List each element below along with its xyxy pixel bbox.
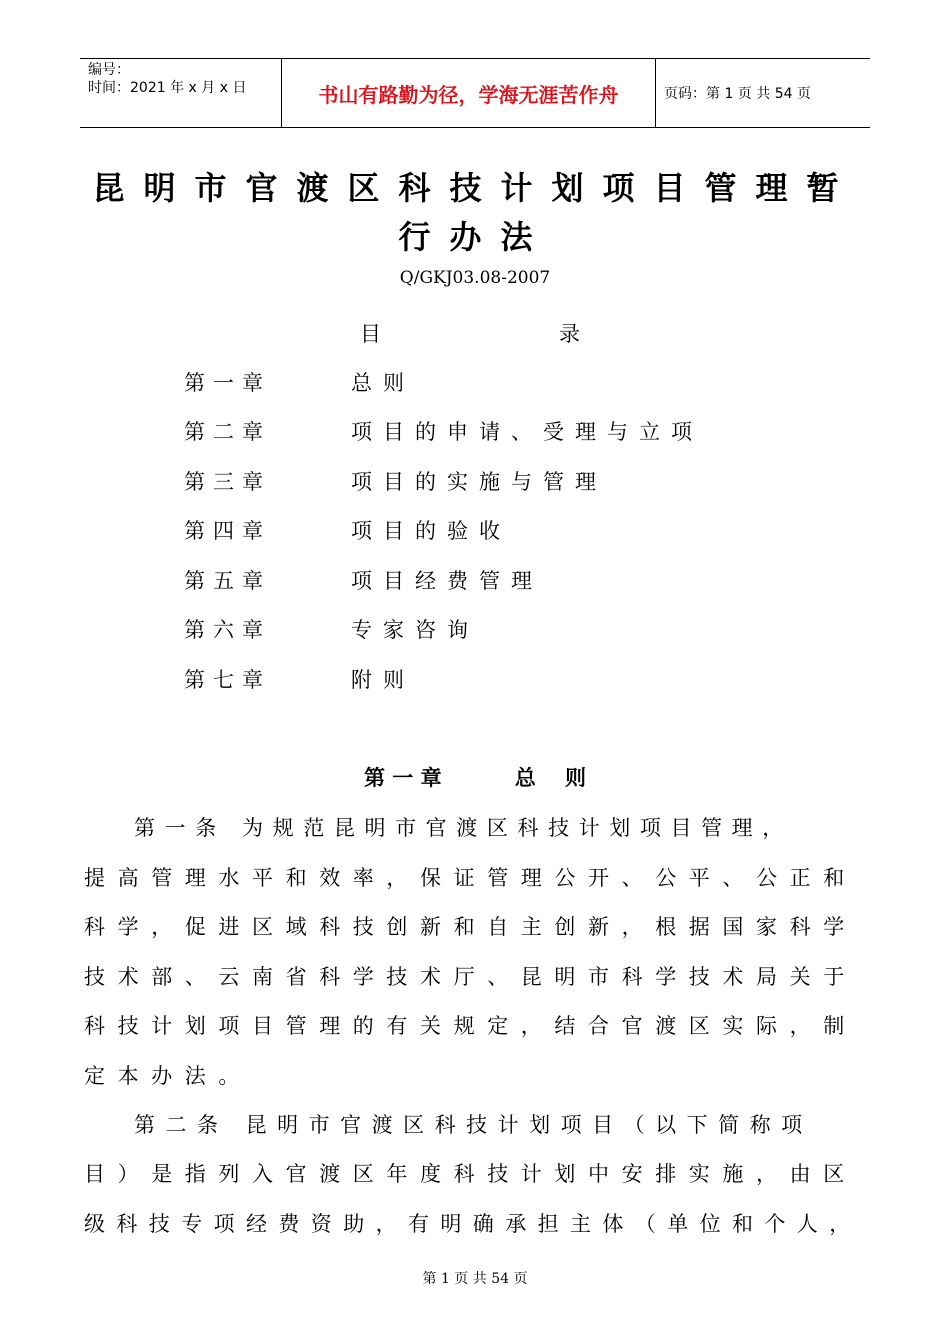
toc-chapter: 第五章	[184, 569, 271, 593]
toc-chapter: 第二章	[184, 420, 271, 444]
toc-title: 总则	[351, 371, 415, 395]
body-line: 科技计划项目管理的有关规定，结合官渡区实际，制	[84, 1014, 857, 1038]
body-line: 定本办法。	[84, 1064, 252, 1088]
body-line: 第一条 为规范昆明市官渡区科技计划项目管理，	[134, 816, 793, 840]
motto: 书山有路勤为径，学海无涯苦作舟	[281, 59, 656, 127]
body-line: 技术部、云南省科学技术厅、昆明市科学技术局关于	[84, 965, 857, 989]
page-footer: 第 1 页 共 54 页	[422, 1271, 528, 1287]
header-meta	[88, 61, 284, 97]
doc-title-line1: 昆明市官渡区科技计划项目管理暂	[92, 169, 858, 207]
doc-title-line2: 行办法	[398, 218, 552, 256]
body-line: 级科技专项经费资助，有明确承担主体（单位和个人，	[84, 1212, 862, 1236]
toc-chapter: 第六章	[184, 618, 271, 642]
toc-title: 专家咨询	[351, 618, 479, 642]
toc-chapter: 第三章	[184, 470, 271, 494]
time-label: 时间：2021 年 x 月 x 日	[88, 80, 247, 96]
toc-title: 项目的实施与管理	[351, 470, 607, 494]
toc-title: 项目的验收	[351, 519, 511, 543]
toc-heading-left: 目	[360, 322, 381, 346]
toc-title: 项目的申请、受理与立项	[351, 420, 703, 444]
toc-chapter: 第一章	[184, 371, 271, 395]
body-line: 目）是指列入官渡区年度科技计划中安排实施，由区	[84, 1162, 857, 1186]
page-header	[80, 58, 870, 128]
toc-chapter: 第四章	[184, 519, 271, 543]
toc-title: 项目经费管理	[351, 569, 543, 593]
toc-chapter: 第七章	[184, 668, 271, 692]
doc-code: Q/GKJ03.08-2007	[399, 268, 551, 288]
toc-heading-right: 录	[559, 322, 580, 346]
toc-title: 附则	[351, 668, 415, 692]
body-line: 提高管理水平和效率，保证管理公开、公平、公正和	[84, 866, 857, 890]
chapter-heading: 第 一 章 总 则	[364, 766, 586, 790]
body-line: 第二条 昆明市官渡区科技计划项目（以下简称项	[134, 1113, 813, 1137]
number-label: 编号：	[88, 62, 130, 78]
page-info: 页码：第 1 页 共 54 页	[664, 86, 811, 102]
body-line: 科学，促进区域科技创新和自主创新，根据国家科学	[84, 915, 857, 939]
